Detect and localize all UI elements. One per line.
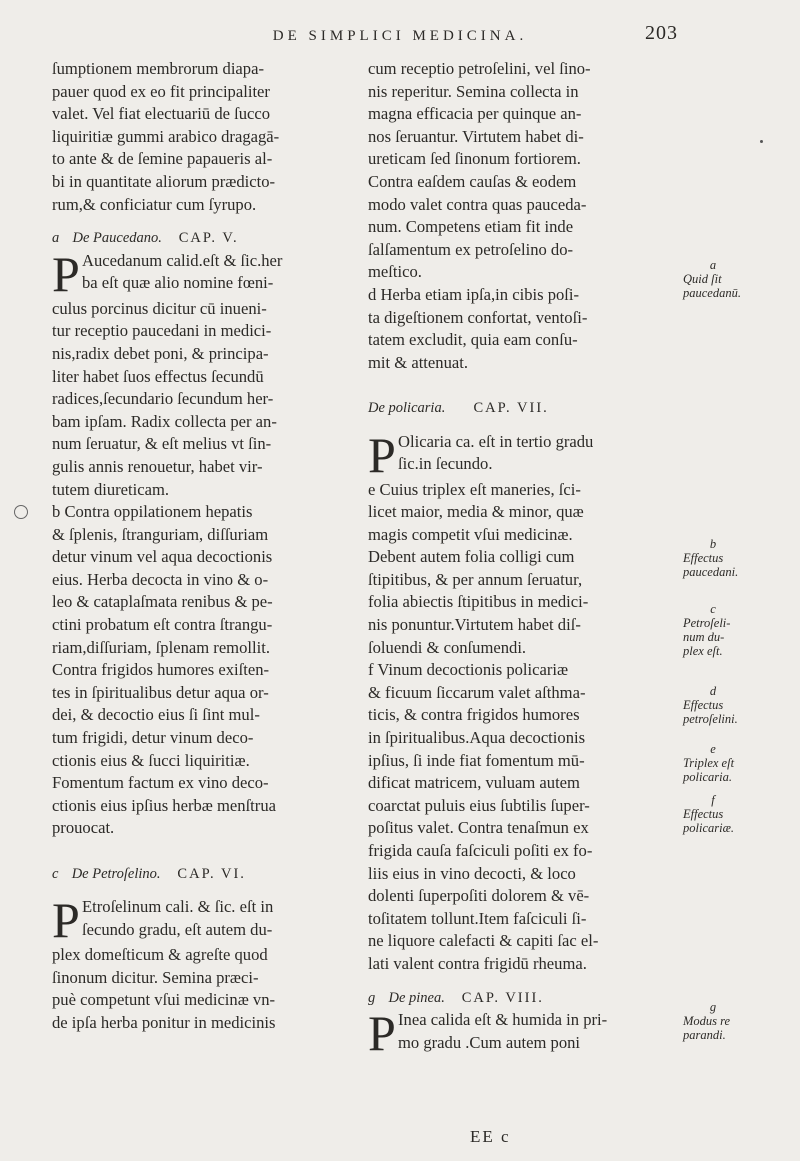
chapter-initial-block [368, 426, 668, 483]
text-line: ſecundo gradu, eſt autem du- [82, 919, 273, 939]
margin-note-text: Effectus [683, 807, 724, 821]
text-line: cum receptio petroſelini, vel ſino- [368, 59, 591, 78]
text-line: ſic.in ſecundo. [398, 454, 493, 474]
margin-note [683, 602, 743, 658]
text-line: Aucedanum calid.eſt & ſic.her [82, 250, 283, 270]
margin-note-text: Effectus [683, 698, 724, 712]
text-line: liis eius in vino decocti, & loco [368, 863, 576, 883]
note-letter: c [52, 865, 61, 882]
text-line: valet. Vel fiat electuariū de ſucco [52, 104, 271, 124]
text-line: dificat matricem, vuluam autem [368, 773, 580, 793]
chapter-text [52, 298, 348, 840]
margin-note-text: paucedanū. [683, 286, 741, 300]
text-line: ſalſamentum ex petroſelino do- [368, 239, 574, 259]
text-line: num ſeruatur, & eſt melius vt ſin- [52, 434, 272, 454]
margin-note-letter: f [711, 793, 715, 807]
chapter-heading-pinea [368, 987, 668, 1010]
text-line: ta digeſtionem confortat, ventoſi- [368, 307, 588, 327]
text-line: & ficuum ſiccarum valet aſthma- [368, 682, 586, 702]
text-line: puè competunt vſui medicinæ vn- [52, 990, 276, 1010]
drop-cap: P [52, 892, 80, 949]
text-line: magna efficacia per quinque an- [368, 104, 582, 124]
text-line: Contra eaſdem cauſas & eodem [368, 171, 577, 191]
text-line: ticis, & contra frigidos humores [368, 705, 580, 725]
text-line: in ſpiritualibus.Aqua decoctionis [368, 728, 586, 748]
text-line: to ante & de ſemine papaueris al- [52, 149, 273, 169]
margin-note-letter: g [709, 1000, 717, 1014]
text-line: modo valet contra quas pauceda- [368, 194, 587, 214]
text-line: toſitatem tollunt.Item faſciculi ſi- [368, 908, 587, 928]
text-line: ſoluendi & conſumendi. [368, 637, 527, 657]
margin-note-text: policariæ. [683, 821, 735, 835]
chapter-initial-block [52, 892, 348, 949]
margin-note-text: plex eſt. [683, 644, 723, 658]
text-line: gulis annis renouetur, habet vir- [52, 456, 263, 476]
margin-note [683, 537, 743, 579]
right-top-paragraph [368, 58, 668, 374]
chapter-initial-block [52, 245, 348, 302]
text-line: nos ſeruantur. Virtutem habet di- [368, 126, 584, 146]
chapter-title: De pinea. [388, 989, 445, 1006]
note-letter: a [52, 230, 62, 247]
margin-note [683, 742, 743, 784]
chapter-initial-block [368, 1005, 668, 1062]
text-line: pauer quod ex eo fit principaliter [52, 81, 270, 101]
left-column [52, 58, 348, 1035]
text-line: ctionis eius ipſius herbæ menſtrua [52, 795, 276, 815]
text-line: folia abiectis ſtipitibus in medici- [368, 592, 589, 612]
margin-note-letter: e [710, 742, 716, 756]
margin-note-text: petroſelini. [683, 712, 738, 726]
text-line: ba eſt quæ alio nomine fœni- [82, 273, 274, 293]
text-line: e Cuius triplex eſt maneries, ſci- [368, 479, 581, 499]
pinhole-mark [14, 505, 28, 519]
drop-cap: P [52, 245, 80, 302]
running-head: DE SIMPLICI MEDICINA. [272, 28, 528, 44]
text-line: poſitus valet. Contra tenaſmun ex [368, 818, 589, 838]
text-line: rum,& conficiatur cum ſyrupo. [52, 194, 257, 214]
margin-note-text: Triplex eſt [683, 756, 735, 770]
text-line: Inea calida eſt & humida in pri- [398, 1010, 608, 1030]
chapter-title: De policaria. [368, 399, 446, 416]
text-line: liquiritiæ gummi arabico dragagā- [52, 126, 280, 146]
text-line: bi in quantitate aliorum prædicto- [52, 171, 276, 191]
left-top-paragraph [52, 58, 348, 216]
text-line: b Contra oppilationem hepatis [52, 502, 253, 522]
text-line: Fomentum factum ex vino deco- [52, 773, 269, 793]
chapter-title: De Petroſelino. [71, 865, 161, 882]
text-line: plex domeſticum & agreſte quod [52, 945, 268, 965]
text-line: tum frigidi, detur vinum deco- [52, 728, 254, 748]
drop-cap: P [368, 426, 396, 483]
text-line: tutem diureticam. [52, 479, 170, 499]
margin-note-letter: b [709, 537, 717, 551]
text-line: ctini probatum eſt contra ſtrangu- [52, 615, 273, 635]
margin-note [683, 684, 743, 726]
text-line: ſinonum dicitur. Semina præci- [52, 967, 259, 987]
text-line: coarctat puluis eius ſubtilis ſuper- [368, 795, 590, 815]
text-line: mo gradu .Cum autem poni [398, 1032, 581, 1052]
text-line: f Vinum decoctionis policariæ [368, 660, 569, 680]
text-line: tatem excludit, quia eam conſu- [368, 330, 578, 350]
text-line: dolenti ſuperpoſiti dolorem & vē- [368, 886, 590, 906]
text-line: prouocat. [52, 818, 115, 838]
margin-note-letter: d [709, 684, 717, 698]
margin-note-text: Modus re [683, 1014, 731, 1028]
margin-note-text: Quid ſit [683, 272, 722, 286]
margin-note [683, 258, 743, 300]
right-column [368, 58, 668, 1062]
text-line: riam,diſſuriam, ſplenam remollit. [52, 637, 270, 657]
margin-note-text: Effectus [683, 551, 724, 565]
text-line: nis reperitur. Semina collecta in [368, 81, 579, 101]
text-line: Contra frigidos humores exiſten- [52, 660, 270, 680]
catchword: EE c [470, 1127, 511, 1146]
text-line: ctionis eius & ſucci liquiritiæ. [52, 750, 250, 770]
text-line: eius. Herba decocta in vino & o- [52, 569, 269, 589]
chapter-heading-policaria [368, 397, 668, 420]
text-line: tur receptio paucedani in medici- [52, 321, 272, 341]
drop-cap: P [368, 1005, 396, 1062]
text-line: bam ipſam. Radix collecta per an- [52, 411, 277, 431]
text-line: licet maior, media & minor, quæ [368, 502, 584, 522]
text-line: num. Competens etiam fit inde [368, 217, 574, 237]
margin-note-text: Petroſeli- [683, 616, 731, 630]
chapter-number: CAP. V. [178, 230, 239, 247]
text-line: d Herba etiam ipſa,in cibis poſi- [368, 284, 580, 304]
margin-note [683, 1000, 743, 1042]
text-line: & ſplenis, ſtranguriam, diſſuriam [52, 524, 269, 544]
text-line: lati valent contra frigidū rheuma. [368, 953, 587, 973]
chapter-number: CAP. VIII. [461, 989, 544, 1006]
margin-note-letter: c [710, 602, 716, 616]
text-line: dei, & decoctio eius ſi ſint mul- [52, 705, 260, 725]
text-line: de ipſa herba ponitur in medicinis [52, 1012, 276, 1032]
margin-note-text: parandi. [683, 1028, 726, 1042]
chapter-heading-paucedano [52, 227, 348, 250]
text-line: ureticam ſed ſinonum fortiorem. [368, 149, 581, 169]
chapter-number: CAP. VI. [177, 865, 246, 882]
text-line: ne liquore calefacti & capiti ſac el- [368, 931, 599, 951]
text-line: magis competit vſui medicinæ. [368, 524, 573, 544]
margin-note-text: policaria. [683, 770, 732, 784]
text-line: ipſius, ſi inde fiat fomentum mū- [368, 750, 585, 770]
text-line: ſumptionem membrorum diapa- [52, 59, 264, 78]
text-line: detur vinum vel aqua decoctionis [52, 547, 273, 567]
chapter-text [52, 944, 348, 1034]
margin-note-text: num du- [683, 630, 725, 644]
text-line: tes in ſpiritualibus detur aqua or- [52, 682, 269, 702]
text-line: liter habet ſuos effectus ſecundū [52, 366, 264, 386]
margin-note-text: paucedani. [683, 565, 739, 579]
chapter-text [368, 479, 668, 976]
text-line: leo & cataplaſmata renibus & pe- [52, 592, 273, 612]
text-line: nis ponuntur.Virtutem habet diſ- [368, 615, 581, 635]
text-line: nis,radix debet poni, & principa- [52, 343, 269, 363]
text-line: frigida cauſa faſciculi poſiti ex fo- [368, 841, 593, 860]
text-line: meſtico. [368, 262, 422, 282]
text-line: Etroſelinum cali. & ſic. eſt in [82, 897, 274, 917]
margin-note [683, 793, 743, 835]
text-line: culus porcinus dicitur cū inueni- [52, 298, 267, 318]
margin-note-letter: a [709, 258, 717, 272]
page-number: 203 [645, 22, 678, 44]
text-line: radices,ſecundario ſecundum her- [52, 389, 274, 409]
chapter-number: CAP. VII. [473, 399, 549, 416]
note-letter: g [368, 989, 378, 1006]
chapter-title: De Paucedano. [72, 230, 162, 247]
text-line: ſtipitibus, & per annum ſeruatur, [368, 569, 583, 589]
text-line: Debent autem folia colligi cum [368, 547, 575, 567]
text-line: mit & attenuat. [368, 352, 469, 372]
text-line: Olicaria ca. eſt in tertio gradu [398, 431, 594, 451]
ink-speck [760, 140, 763, 143]
chapter-heading-petroselino [52, 863, 348, 886]
